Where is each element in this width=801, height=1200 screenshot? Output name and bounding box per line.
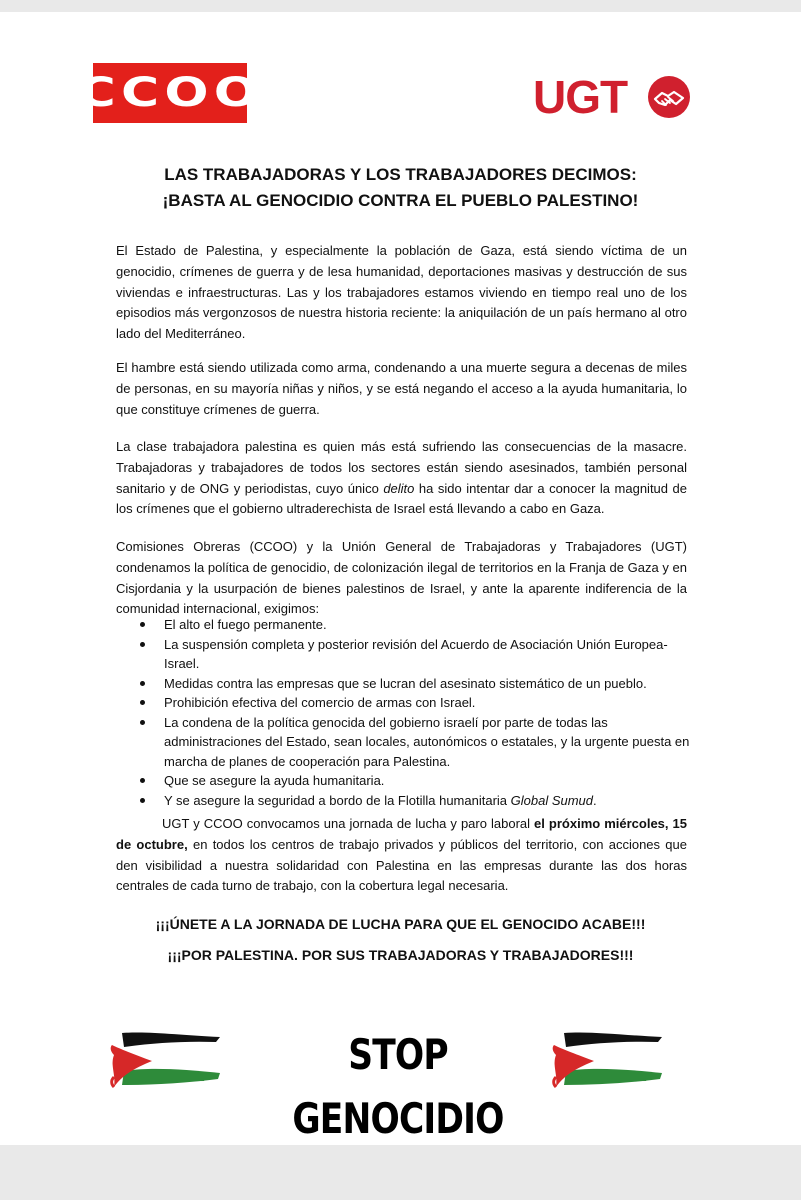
ugt-logo-text: UGT xyxy=(533,71,628,123)
paragraph-3-emphasis: delito xyxy=(383,480,415,496)
call-paragraph xyxy=(116,814,687,897)
ccoo-logo-text: CCOO xyxy=(77,70,263,116)
list-item-text-b: . xyxy=(593,792,597,808)
paragraph-2: El hambre está siendo utilizada como arma, condenando a una muerte segura a decenas de miles de personas, en su mayoría niñas y niños, y se está negando el acceso a la ayuda humanitaria, lo que constituye crímenes de guerra. xyxy=(116,360,687,417)
list-item: El alto el fuego permanente. xyxy=(140,615,700,635)
paragraph-3-text-a: La clase trabajadora palestina es quien más está sufriendo las consecuencias de la masacre. Trabajadoras y trabajadores de todos los sectores están siendo asesinados, también personal sanitario y de ONG y periodistas, cuyo único xyxy=(116,439,687,496)
title-line-2: ¡BASTA AL GENOCIDIO CONTRA EL PUEBLO PALESTINO! xyxy=(162,191,639,210)
list-item: Que se asegure la ayuda humanitaria. xyxy=(140,771,700,791)
stop-genocide-text: STOP GENOCIDIO xyxy=(292,1030,504,1143)
list-item: La condena de la política genocida del gobierno israelí por parte de todas las administraciones del Estado, sean locales, autonómicos o estatales, y la urgente puesta en marcha de planes de cooperación para Palestina. xyxy=(140,713,700,772)
document-page xyxy=(0,12,801,1145)
call-text-b: en todos los centros de trabajo privados y públicos del territorio, con acciones que den visibilidad a nuestra solidaridad con Palestina en las empresas durante las dos horas centrales de cada turno de trabajo, con la cobertura legal necesaria. xyxy=(116,836,687,894)
paragraph-3-text-b: ha sido intentar dar a conocer la magnitud de los crímenes que el gobierno ultraderechista de Israel está llevando a cabo en Gaza. xyxy=(116,480,687,517)
stop-genocide-banner xyxy=(108,1015,688,1143)
list-item-emphasis: Global Sumud xyxy=(510,792,594,808)
palestine-flag-icon xyxy=(108,1029,228,1091)
slogan-2: ¡¡¡POR PALESTINA. POR SUS TRABAJADORAS Y TRABAJADORES!!! xyxy=(167,947,634,963)
paragraph-4: Comisiones Obreras (CCOO) y la Unión General de Trabajadoras y Trabajadores (UGT) condenamos la política de genocidio, de colonización ilegal de territorios en la Franja de Gaza y en Cisjordania y la usurpación de bienes palestinos de Israel, y ante la aparente indiferencia de la comunidad internacional, exigimos: xyxy=(116,539,687,617)
title-line-1: LAS TRABAJADORAS Y LOS TRABAJADORES DECIMOS: xyxy=(164,165,637,184)
list-item-text-a: Y se asegure la seguridad a bordo de la Flotilla humanitaria xyxy=(164,792,511,808)
palestine-flag-icon xyxy=(550,1029,670,1091)
paragraph-1: El Estado de Palestina, y especialmente la población de Gaza, está siendo víctima de un genocidio, crímenes de guerra y de lesa humanidad, deportaciones masivas y destrucción de sus viviendas e infraestructuras. Las y los trabajadores estamos viviendo en tiempo real uno de los episodios más vergonzosos de nuestra historia reciente: la aniquilación de un país hermano al otro lado del Mediterráneo. xyxy=(116,243,687,342)
list-item xyxy=(140,791,700,811)
ccoo-logo xyxy=(77,63,263,123)
call-date: el próximo miércoles, 15 de octubre, xyxy=(116,816,688,852)
bottom-margin xyxy=(0,1145,801,1200)
paragraph-3 xyxy=(116,437,687,520)
list-item: Medidas contra las empresas que se lucran del asesinato sistemático de un pueblo. xyxy=(140,674,700,694)
demands-list xyxy=(140,615,700,810)
list-item: Prohibición efectiva del comercio de armas con Israel. xyxy=(140,693,700,713)
handshake-icon xyxy=(647,75,691,119)
slogan-1: ¡¡¡ÚNETE A LA JORNADA DE LUCHA PARA QUE EL GENOCIDO ACABE!!! xyxy=(155,916,646,932)
list-item: La suspensión completa y posterior revisión del Acuerdo de Asociación Unión Europea-Israel. xyxy=(140,635,700,674)
call-text-a: UGT y CCOO convocamos una jornada de lucha y paro laboral xyxy=(162,816,535,831)
ugt-logo xyxy=(533,69,693,125)
